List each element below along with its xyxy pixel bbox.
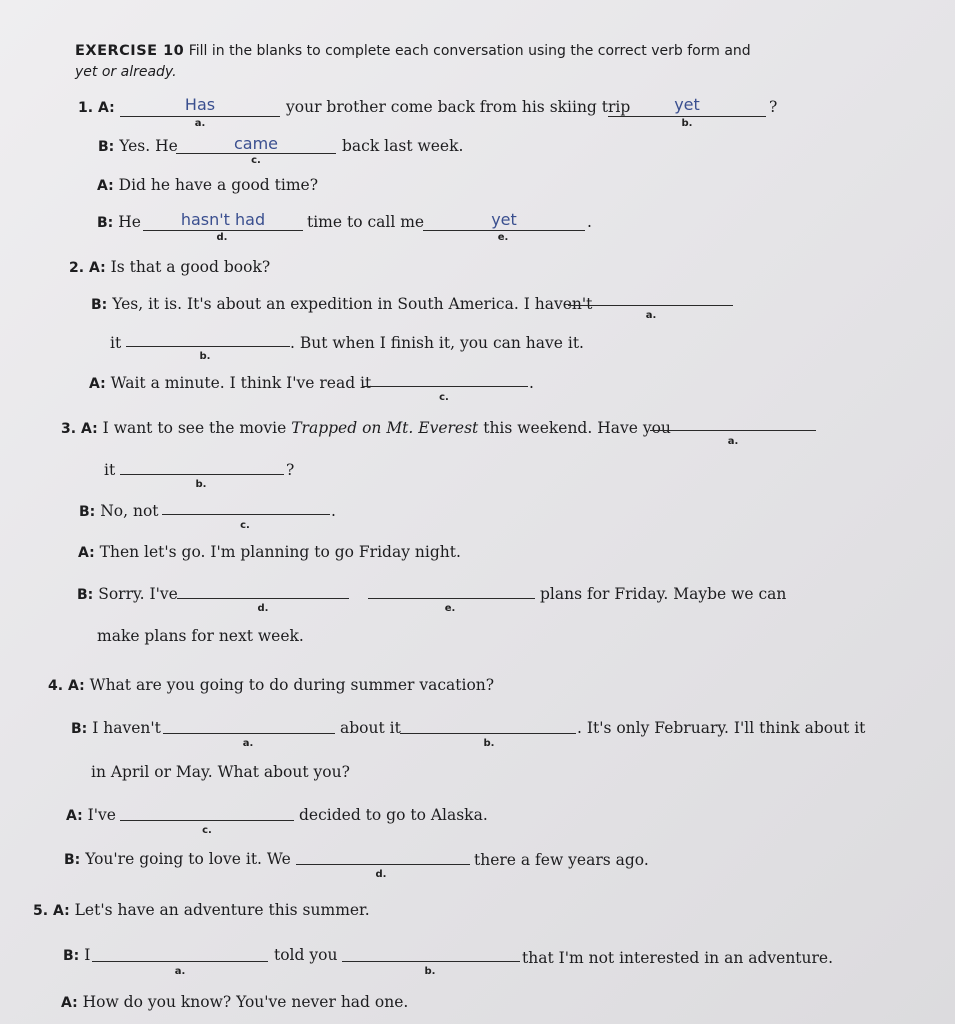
q4-blank-b[interactable] <box>400 733 576 734</box>
q3-line1 <box>61 419 671 437</box>
q4-line2-text3: . It's only February. I'll think about it <box>577 719 866 737</box>
speaker-label: A: <box>89 376 106 392</box>
q3-label-b: b. <box>195 479 207 490</box>
q5-label-a: a. <box>174 966 186 977</box>
q3-blank-d[interactable] <box>177 598 349 599</box>
q3-line2-text2: ? <box>286 461 295 479</box>
q2-line1 <box>69 258 270 276</box>
q3-blank-c[interactable] <box>162 514 330 515</box>
q5-line3-text: How do you know? You've never had one. <box>82 993 409 1011</box>
q1-line4 <box>97 213 141 231</box>
q1-label-d: d. <box>216 232 228 243</box>
q4-line1 <box>48 676 494 694</box>
q3-line5 <box>77 585 178 603</box>
q2-label-a: a. <box>645 310 657 321</box>
q1-line4-text: He <box>118 213 141 231</box>
q1-label-b: b. <box>681 118 693 129</box>
q1-answer-e: yet <box>491 210 517 229</box>
q3-line4 <box>78 543 461 561</box>
q1-answer-d: hasn't had <box>180 210 266 229</box>
q2-blank-b[interactable] <box>126 346 290 347</box>
q5-label-b: b. <box>424 966 436 977</box>
q2-line1-text: Is that a good book? <box>110 258 271 276</box>
q1-line2 <box>98 137 178 155</box>
q1-line2-text2: back last week. <box>342 137 464 155</box>
speaker-label: A: <box>81 421 98 437</box>
q2-line3-text: it <box>110 334 122 352</box>
q2-line2 <box>91 295 592 313</box>
q2-line2-text: Yes, it is. It's about an expedition in South America. I haven't <box>112 295 593 313</box>
speaker-label: B: <box>79 504 96 520</box>
q2-blank-c[interactable] <box>362 386 528 387</box>
q3-label-a: a. <box>727 436 739 447</box>
speaker-label: B: <box>71 721 88 737</box>
q3-line6-text: make plans for next week. <box>97 627 304 645</box>
q5-line3 <box>61 993 408 1011</box>
q1-line1 <box>78 98 115 116</box>
q2-label-c: c. <box>439 392 449 403</box>
speaker-label: B: <box>97 215 114 231</box>
q3-line4-text: Then let's go. I'm planning to go Friday night. <box>99 543 461 561</box>
q3-line2-text: it <box>104 461 116 479</box>
exercise-label: EXERCISE 10 <box>75 43 185 59</box>
q3-line1-text2: this weekend. Have you <box>483 419 671 437</box>
speaker-label: A: <box>98 100 115 116</box>
q1-blank-b[interactable] <box>608 116 766 117</box>
speaker-label: B: <box>77 587 94 603</box>
exercise-header <box>75 41 775 83</box>
q1-line4-text2: time to call me <box>307 213 425 231</box>
q3-label-c: c. <box>240 520 250 531</box>
q4-line4-text: I've <box>87 806 116 824</box>
q4-line5-text2: there a few years ago. <box>474 851 649 869</box>
q1-answer-c: came <box>233 134 279 153</box>
q1-text-1: your brother come back from his skiing trip <box>286 98 631 116</box>
q5-blank-a[interactable] <box>92 961 268 962</box>
q3-blank-a[interactable] <box>650 430 816 431</box>
q1-blank-a[interactable] <box>120 116 280 117</box>
q4-label-c: c. <box>202 825 212 836</box>
q4-label-b: b. <box>483 738 495 749</box>
question-number: 5. <box>33 903 49 919</box>
speaker-label: A: <box>89 260 106 276</box>
q1-label-e: e. <box>497 232 509 243</box>
q2-line4 <box>89 374 371 392</box>
speaker-label: B: <box>64 852 81 868</box>
q3-line3-text: No, not <box>100 502 159 520</box>
movie-title: Trapped on Mt. Everest <box>291 419 479 437</box>
q3-line5-text: Sorry. I've <box>98 585 178 603</box>
q1-blank-c[interactable] <box>176 153 336 154</box>
question-number: 4. <box>48 678 64 694</box>
q1-blank-e[interactable] <box>423 230 585 231</box>
exercise-instructions: Fill in the blanks to complete each conversation using the correct verb form and <box>188 43 751 59</box>
q4-line2-text2: about it <box>340 719 401 737</box>
q5-blank-b[interactable] <box>342 961 520 962</box>
question-number: 2. <box>69 260 85 276</box>
q1-answer-b: yet <box>674 95 700 114</box>
question-number: 1. <box>78 100 94 116</box>
q1-blank-d[interactable] <box>143 230 303 231</box>
q4-line1-text: What are you going to do during summer vacation? <box>89 676 495 694</box>
q4-label-d: d. <box>375 869 387 880</box>
q1-answer-a: Has <box>184 95 216 114</box>
q2-line4-text2: . <box>529 374 534 392</box>
q4-blank-c[interactable] <box>120 820 294 821</box>
q5-line2 <box>63 946 90 964</box>
q4-blank-a[interactable] <box>163 733 335 734</box>
q2-line3-text2: . But when I finish it, you can have it. <box>290 334 584 352</box>
q4-line4-text2: decided to go to Alaska. <box>299 806 488 824</box>
exercise-instructions-italic: yet or already. <box>75 64 177 80</box>
q5-line1-text: Let's have an adventure this summer. <box>74 901 370 919</box>
q3-line3 <box>79 502 159 520</box>
q1-text-2: ? <box>769 98 778 116</box>
q3-blank-b[interactable] <box>120 474 284 475</box>
q4-line5 <box>64 850 291 868</box>
q2-line4-text: Wait a minute. I think I've read it <box>110 374 372 392</box>
q1-line3-text: Did he have a good time? <box>118 176 319 194</box>
q1-label-c: c. <box>251 155 261 166</box>
q5-line2-text2: told you <box>274 946 338 964</box>
q4-line2 <box>71 719 161 737</box>
q4-line2-text: I haven't <box>92 719 161 737</box>
q3-label-d: d. <box>257 603 269 614</box>
speaker-label: B: <box>91 297 108 313</box>
q3-line1-text: I want to see the movie <box>102 419 287 437</box>
q1-line3 <box>97 176 318 194</box>
q2-blank-a[interactable] <box>568 305 733 306</box>
speaker-label: A: <box>78 545 95 561</box>
speaker-label: A: <box>66 808 83 824</box>
speaker-label: A: <box>97 178 114 194</box>
q3-blank-e[interactable] <box>368 598 535 599</box>
q4-label-a: a. <box>242 738 254 749</box>
speaker-label: A: <box>53 903 70 919</box>
q5-line1 <box>33 901 370 919</box>
q3-label-e: e. <box>444 603 456 614</box>
speaker-label: B: <box>63 948 80 964</box>
speaker-label: B: <box>98 139 115 155</box>
speaker-label: A: <box>68 678 85 694</box>
q2-label-b: b. <box>199 351 211 362</box>
question-number: 3. <box>61 421 77 437</box>
q3-line3-text2: . <box>331 502 336 520</box>
q4-line3-text: in April or May. What about you? <box>91 763 350 781</box>
q1-line2-text: Yes. He <box>119 137 178 155</box>
speaker-label: A: <box>61 995 78 1011</box>
q5-line2-text: I <box>84 946 91 964</box>
q1-line4-text3: . <box>587 213 592 231</box>
q1-label-a: a. <box>194 118 206 129</box>
q4-line4 <box>66 806 116 824</box>
q4-line5-text: You're going to love it. We <box>85 850 291 868</box>
q5-line2-text3: that I'm not interested in an adventure. <box>522 949 834 967</box>
q3-line5-text2: plans for Friday. Maybe we can <box>540 585 787 603</box>
q4-blank-d[interactable] <box>296 864 470 865</box>
